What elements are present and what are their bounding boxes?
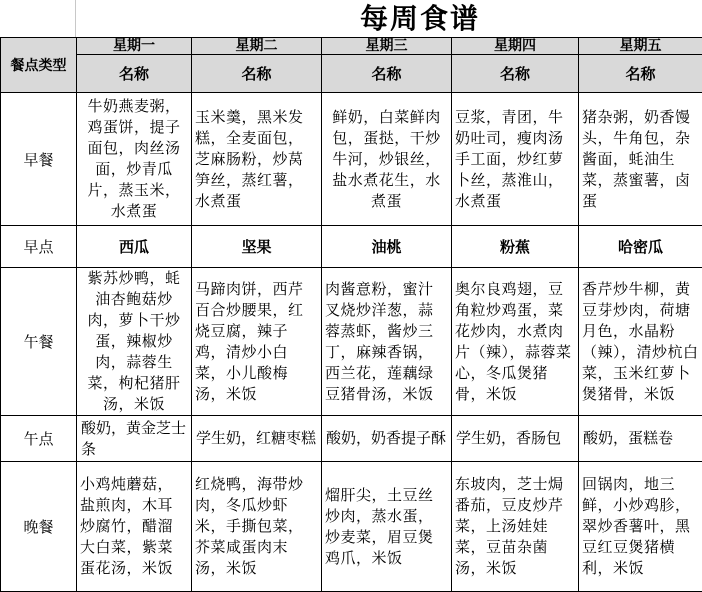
- afternoon-snack-row: [1, 416, 702, 462]
- meal-label-afternoon-snack: 午点: [1, 416, 77, 462]
- menu-cell: 小鸡炖蘑菇，盐煎肉，木耳炒腐竹，醋溜大白菜，紫菜蛋花汤，米饭: [77, 462, 192, 592]
- meal-label-dinner: 晚餐: [1, 462, 77, 592]
- menu-cell: 酸奶，奶香提子酥: [322, 416, 452, 462]
- name-header: 名称: [452, 55, 579, 93]
- name-header: 名称: [322, 55, 452, 93]
- menu-cell: 紫苏炒鸭，蚝油杏鲍菇炒肉，萝卜干炒蛋，辣椒炒肉，蒜蓉生菜，枸杞猪肝汤，米饭: [77, 268, 192, 416]
- menu-cell: 牛奶燕麦粥，鸡蛋饼，提子面包，肉丝汤面，炒青瓜片，蒸玉米，水煮蛋: [77, 93, 192, 226]
- menu-cell: 西瓜: [77, 226, 192, 268]
- day-header-mon: 星期一: [77, 38, 192, 55]
- day-header-thu: 星期四: [452, 38, 579, 55]
- menu-cell: 油桃: [322, 226, 452, 268]
- day-header-tue: 星期二: [192, 38, 322, 55]
- breakfast-row: [1, 93, 702, 226]
- menu-cell: 猪杂粥，奶香馒头，牛角包，杂酱面，蚝油生菜，蒸蜜薯，卤蛋: [579, 93, 702, 226]
- name-header: 名称: [579, 55, 702, 93]
- day-header-wed: 星期三: [322, 38, 452, 55]
- menu-cell: 粉蕉: [452, 226, 579, 268]
- menu-cell: 哈密瓜: [579, 226, 702, 268]
- menu-cell: 马蹄肉饼，西芹百合炒腰果，红烧豆腐，辣子鸡，清炒小白菜，小儿酸梅汤，米饭: [192, 268, 322, 416]
- menu-cell: 酸奶，黄金芝士条: [77, 416, 192, 462]
- menu-cell: 回锅肉，地三鲜，小炒鸡胗，翠炒香薯叶，黑豆红豆煲猪横利，米饭: [579, 462, 702, 592]
- menu-cell: 玉米羹，黑米发糕，全麦面包，芝麻肠粉，炒莴笋丝，蒸红薯，水煮蛋: [192, 93, 322, 226]
- day-header-fri: 星期五: [579, 38, 702, 55]
- morning-snack-row: [1, 226, 702, 268]
- meal-label-morning-snack: 早点: [1, 226, 77, 268]
- corner-cell: [0, 0, 76, 38]
- menu-cell: 香芹炒牛柳，黄豆芽炒肉，荷塘月色，水晶粉（辣），清炒杭白菜，玉米红萝卜煲猪骨，米饭: [579, 268, 702, 416]
- meal-label-breakfast: 早餐: [1, 93, 77, 226]
- menu-cell: 学生奶，香肠包: [452, 416, 579, 462]
- meal-type-header: 餐点类型: [1, 38, 77, 93]
- menu-cell: 红烧鸭，海带炒肉，冬瓜炒虾米，手撕包菜，芥菜咸蛋肉末汤，米饭: [192, 462, 322, 592]
- day-header-row: [1, 38, 702, 55]
- meal-label-lunch: 午餐: [1, 268, 77, 416]
- lunch-row: [1, 268, 702, 416]
- menu-cell: 坚果: [192, 226, 322, 268]
- name-header: 名称: [77, 55, 192, 93]
- name-header-row: [1, 55, 702, 93]
- menu-cell: 肉酱意粉，蜜汁叉烧炒洋葱，蒜蓉蒸虾，酱炒三丁，麻辣香锅，西兰花，莲藕绿豆猪骨汤，米饭: [322, 268, 452, 416]
- page-title: 每周食谱: [300, 2, 540, 36]
- dinner-row: [1, 462, 702, 592]
- name-header: 名称: [192, 55, 322, 93]
- menu-cell: 学生奶，红糖枣糕: [192, 416, 322, 462]
- menu-cell: 酸奶，蛋糕卷: [579, 416, 702, 462]
- menu-cell: 奥尔良鸡翅，豆角粒炒鸡蛋，菜花炒肉，水煮肉片（辣），蒜蓉菜心，冬瓜煲猪骨，米饭: [452, 268, 579, 416]
- menu-cell: 熘肝尖，土豆丝炒肉，蒸水蛋，炒麦菜，眉豆煲鸡爪，米饭: [322, 462, 452, 592]
- menu-cell: 东坡肉，芝士焗番茄，豆皮炒芹菜，上汤娃娃菜，豆苗杂菌汤，米饭: [452, 462, 579, 592]
- menu-cell: 鲜奶，白菜鲜肉包，蛋挞，干炒牛河，炒银丝，盐水煮花生，水煮蛋: [322, 93, 452, 226]
- weekly-menu-table: [0, 37, 702, 592]
- menu-cell: 豆浆，青团，牛奶吐司，瘦肉汤手工面，炒红萝卜丝，蒸淮山，水煮蛋: [452, 93, 579, 226]
